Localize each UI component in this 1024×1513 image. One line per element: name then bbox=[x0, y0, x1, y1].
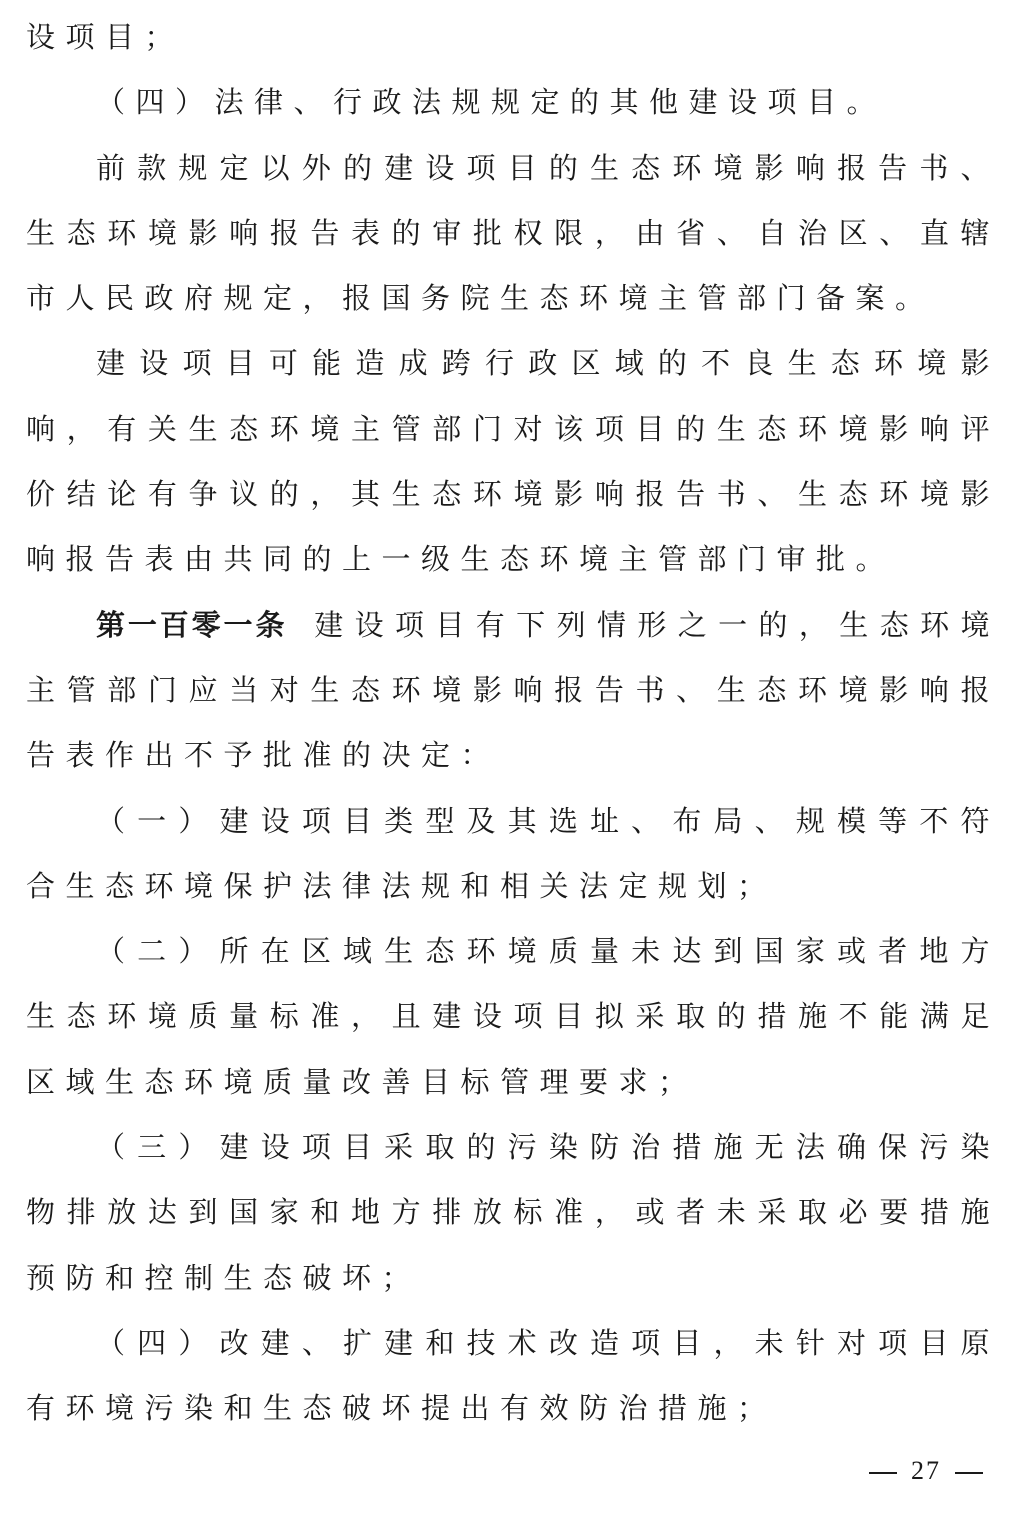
paragraph-approval-authority: 前款规定以外的建设项目的生态环境影响报告书、生态环境影响报告表的审批权限，由省、自治区、直辖市人民政府规定，报国务院生态环境主管部门备案。 bbox=[26, 150, 1000, 316]
page-number: 27 bbox=[911, 1456, 941, 1485]
paragraph-item-four: （四）法律、行政法规规定的其他建设项目。 bbox=[96, 85, 887, 120]
document-body bbox=[26, 5, 1000, 1442]
list-item-three: （三）建设项目采取的污染防治措施无法确保污染物排放达到国家和地方排放标准，或者未采取必要措施预防和控制生态破坏； bbox=[26, 1130, 1000, 1295]
paragraph-cross-region: 建设项目可能造成跨行政区域的不良生态环境影响，有关生态环境主管部门对该项目的生态环境影响评价结论有争议的，其生态环境影响报告书、生态环境影响报告表由共同的上一级生态环境主管部门审批。 bbox=[26, 346, 1000, 577]
list-item-one: （一）建设项目类型及其选址、布局、规模等不符合生态环境保护法律法规和相关法定规划； bbox=[26, 803, 1000, 903]
article-text: 建设项目有下列情形之一的，生态环境主管部门应当对生态环境影响报告书、生态环境影响报告表作出不予批准的决定： bbox=[26, 607, 1000, 773]
page-number-footer bbox=[855, 1456, 997, 1486]
article-title: 第一百零一条 bbox=[96, 607, 288, 642]
article-101 bbox=[26, 593, 1000, 789]
list-item-four: （四）改建、扩建和技术改造项目，未针对项目原有环境污染和生态破坏提出有效防治措施； bbox=[26, 1325, 1000, 1426]
page-number-left-dash bbox=[869, 1472, 897, 1474]
list-item-two: （二）所在区域生态环境质量未达到国家或者地方生态环境质量标准，且建设项目拟采取的措施不能满足区域生态环境质量改善目标管理要求； bbox=[26, 934, 1000, 1099]
paragraph-continuation: 设项目； bbox=[26, 20, 185, 54]
page-number-right-dash bbox=[955, 1472, 983, 1474]
